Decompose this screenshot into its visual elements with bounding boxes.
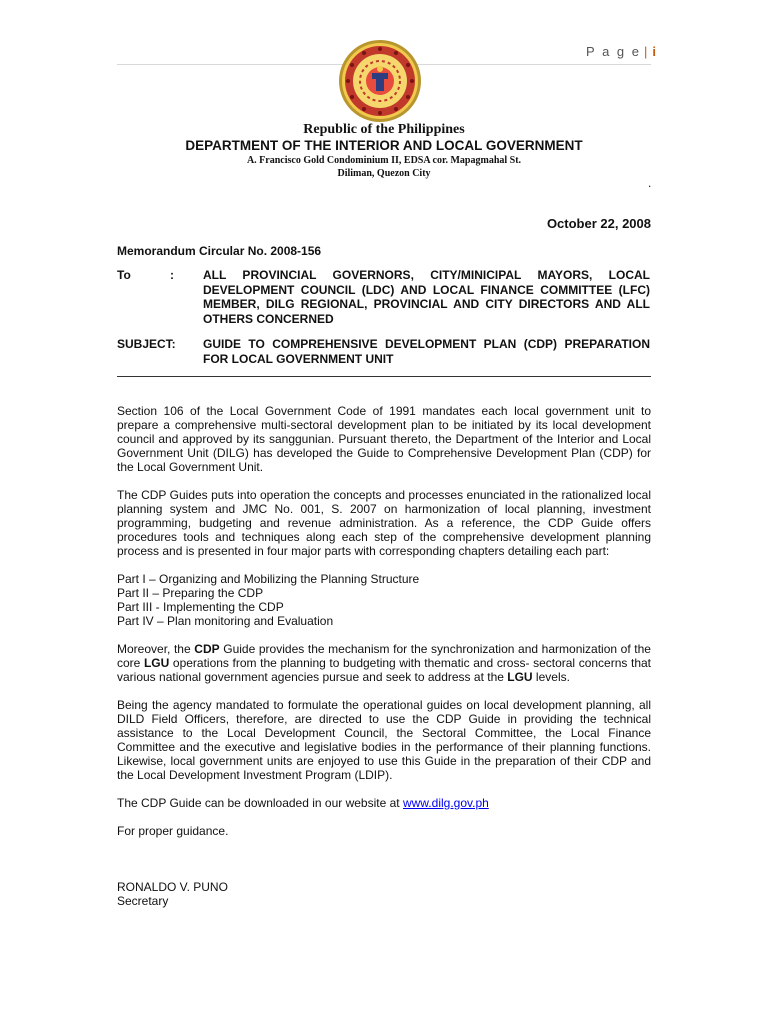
list-item: Part I – Organizing and Mobilizing the Planning Structure xyxy=(117,572,420,586)
parts-list xyxy=(117,572,651,628)
address-line-1: A. Francisco Gold Condominium II, EDSA cor. Mapagmahal St. xyxy=(246,155,522,166)
cdp-bold: CDP xyxy=(194,642,220,656)
page-number xyxy=(586,44,656,59)
paragraph-5 xyxy=(117,796,651,810)
address-line-2: Diliman, Quezon City xyxy=(337,168,431,179)
to-colon: : xyxy=(170,268,174,282)
republic-title: Republic of the Philippines xyxy=(303,122,465,137)
page-label: P a g e xyxy=(586,44,641,59)
paragraph-3-text-b: Guide provides the mechanism for the synchronization and harmonization of the core xyxy=(117,642,651,670)
header-dot: . xyxy=(648,176,652,190)
dilg-seal-icon xyxy=(338,39,422,123)
page-separator: | xyxy=(643,44,650,59)
list-item: Part IV – Plan monitoring and Evaluation xyxy=(117,614,334,628)
paragraph-3-text-c: operations from the planning to budgeting with thematic and cross- sectoral concerns that various national government agencies pursue and seek to address at the xyxy=(117,656,652,684)
subject-label: SUBJECT: xyxy=(117,337,176,351)
list-item: Part III - Implementing the CDP xyxy=(117,600,284,614)
lgu-bold: LGU xyxy=(143,656,170,670)
lgu-bold-2: LGU xyxy=(507,670,533,684)
subject-value: GUIDE TO COMPREHENSIVE DEVELOPMENT PLAN (CDP) PREPARATION FOR LOCAL GOVERNMENT UNIT xyxy=(203,337,650,366)
paragraph-3-text-a: Moreover, the xyxy=(117,642,195,656)
paragraph-4: Being the agency mandated to formulate the operational guides on local development planning, all DILD Field Officers, therefore, are directed to use the CDP Guide in providing the technical assistance to the Local Development Council, the Sectoral Committee, the Local Finance Committee and the executive and legislative bodies in the performance of their planning functions. Likewise, local government units are enjoyed to use this Guide in the preparation of their CDP and the Local Development Investment Program (LDIP). xyxy=(117,698,651,782)
signatory-title: Secretary xyxy=(117,894,169,908)
paragraph-6: For proper guidance. xyxy=(117,824,229,838)
to-label: To xyxy=(117,268,131,282)
website-link[interactable]: www.dilg.gov.ph xyxy=(402,796,489,810)
paragraph-3 xyxy=(117,642,651,684)
subject-rule xyxy=(117,376,651,377)
signatory-name: RONALDO V. PUNO xyxy=(117,880,228,894)
page-number-value: i xyxy=(652,44,656,59)
to-recipients: ALL PROVINCIAL GOVERNORS, CITY/MINICIPAL MAYORS, LOCAL DEVELOPMENT COUNCIL (LDC) AND LOCAL FINANCE COMMITTEE (LFC) MEMBER, DILG REGIONAL, PROVINCIAL AND CITY DIRECTORS AND ALL OTHERS CONCERNED xyxy=(203,268,650,326)
paragraph-5-text: The CDP Guide can be downloaded in our website at xyxy=(117,796,403,810)
paragraph-2: The CDP Guides puts into operation the concepts and processes enunciated in the rationalized local planning system and JMC No. 001, S. 2007 on harmonization of local planning, investment programming, budgeting and revenue administration. As a reference, the CDP Guide offers procedures tools and techniques along each step of the comprehensive development planning process and is presented in four major parts with corresponding chapters detailing each part: xyxy=(117,488,651,558)
list-item: Part II – Preparing the CDP xyxy=(117,586,264,600)
paragraph-1: Section 106 of the Local Government Code of 1991 mandates each local government unit to prepare a comprehensive multi-sectoral development plan to be initiated by its local development council and approved by its sanggunian. Pursuant thereto, the Department of the Interior and Local Government Unit (DILG) has developed the Guide to Comprehensive Development Plan (CDP) for the Local Government Unit. xyxy=(117,404,651,474)
department-title: DEPARTMENT OF THE INTERIOR AND LOCAL GOVERNMENT xyxy=(185,138,583,153)
paragraph-3-text-d: levels. xyxy=(532,670,570,684)
circular-number: Memorandum Circular No. 2008-156 xyxy=(117,244,322,258)
memo-date: October 22, 2008 xyxy=(546,216,651,231)
